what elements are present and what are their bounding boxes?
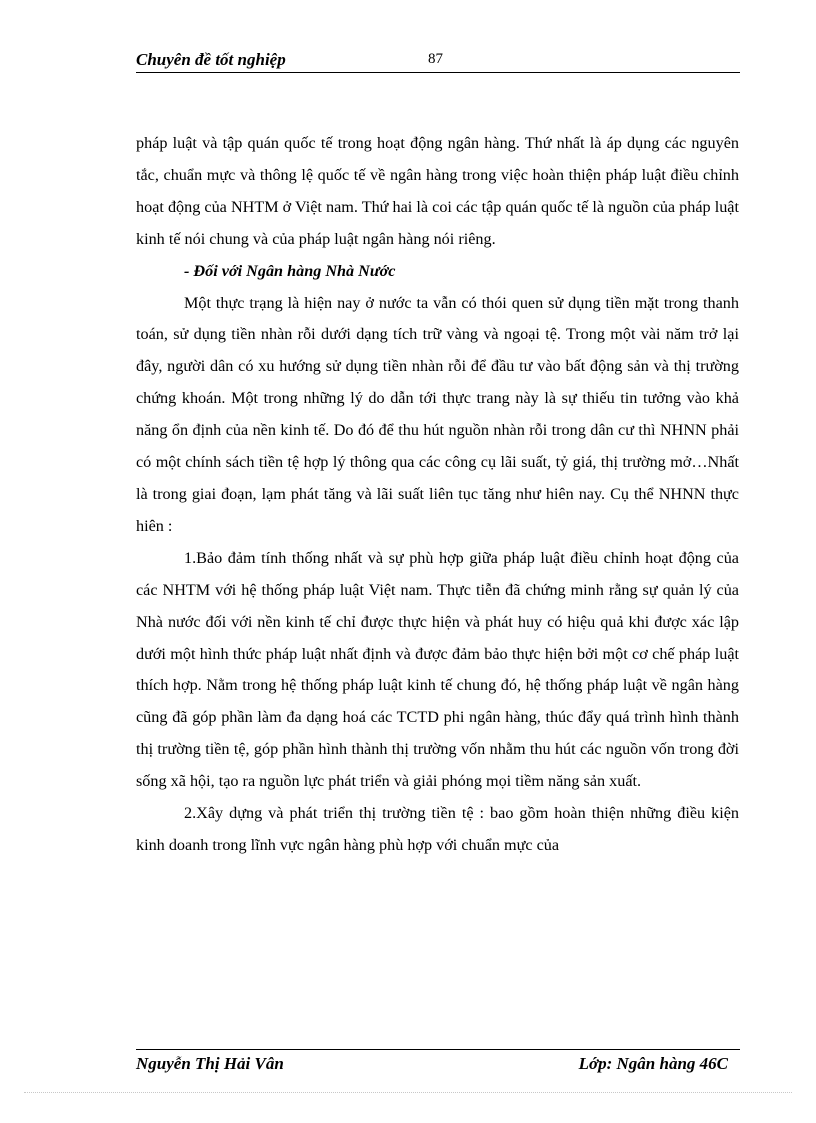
page-footer <box>136 1049 740 1073</box>
document-body <box>136 128 739 862</box>
section-subheading: - Đối với Ngân hàng Nhà Nước <box>184 261 396 280</box>
paragraph-item-1: 1.Bảo đảm tính thống nhất và sự phù hợp giữa pháp luật điều chỉnh hoạt động của các NHTM với hệ thống pháp luật Việt nam. Thực tiễn đã chứng minh rằng sự quản lý của Nhà nước đối với nền kinh tế chỉ được thực hiện và phát huy có hiệu quả khi được xác lập dưới một hình thức pháp luật nhất định và được đảm bảo thực hiện bởi một cơ chế pháp luật thích hợp. Nằm trong hệ thống pháp luật kinh tế chung đó, hệ thống pháp luật về ngân hàng cũng đã góp phần làm đa dạng hoá các TCTD phi ngân hàng, thúc đẩy quá trình hình thành thị trường tiền tệ, góp phần hình thành thị trường vốn nhằm thu hút các nguồn vốn trong đời sống xã hội, tạo ra nguồn lực phát triển và giải phóng mọi tiềm năng sản xuất. <box>136 548 739 791</box>
page-number: 87 <box>428 51 443 67</box>
paragraph: Một thực trạng là hiện nay ở nước ta vẫn có thói quen sử dụng tiền mặt trong thanh toán, sử dụng tiền nhàn rỗi dưới dạng tích trữ vàng và ngoại tệ. Trong một vài năm trở lại đây, người dân có xu hướng sử dụng tiền nhàn rỗi để đầu tư vào bất động sản và thị trường chứng khoán. Một trong những lý do dẫn tới thực trang này là sự thiếu tin tưởng vào khả năng ổn định của nền kinh tế. Do đó để thu hút nguồn nhàn rỗi trong dân cư thì NHNN phải có một chính sách tiền tệ hợp lý thông qua các công cụ lãi suất, tỷ giá, thị trường mở…Nhất là trong giai đoạn, lạm phát tăng và lãi suất liên tục tăng như hiên nay. Cụ thể NHNN thực hiên : <box>136 293 739 535</box>
author-name: Nguyễn Thị Hải Vân <box>136 1054 284 1073</box>
document-title: Chuyên đề tốt nghiệp <box>136 50 286 69</box>
paragraph-continuation: pháp luật và tập quán quốc tế trong hoạt động ngân hàng. Thứ nhất là áp dụng các nguyên tắc, chuẩn mực và thông lệ quốc tế về ngân hàng trong việc hoàn thiện pháp luật điều chỉnh hoạt động của NHTM ở Việt nam. Thứ hai là coi các tập quán quốc tế là nguồn của pháp luật kinh tế nói chung và của pháp luật ngân hàng nói riêng. <box>136 134 739 248</box>
page-header <box>136 44 740 73</box>
class-label: Lớp: Ngân hàng 46C <box>578 1054 728 1073</box>
page-boundary <box>24 1092 792 1093</box>
paragraph-item-2: 2.Xây dựng và phát triển thị trường tiền tệ : bao gồm hoàn thiện những điều kiện kinh doanh trong lĩnh vực ngân hàng phù hợp với chuẩn mực của <box>136 804 739 854</box>
